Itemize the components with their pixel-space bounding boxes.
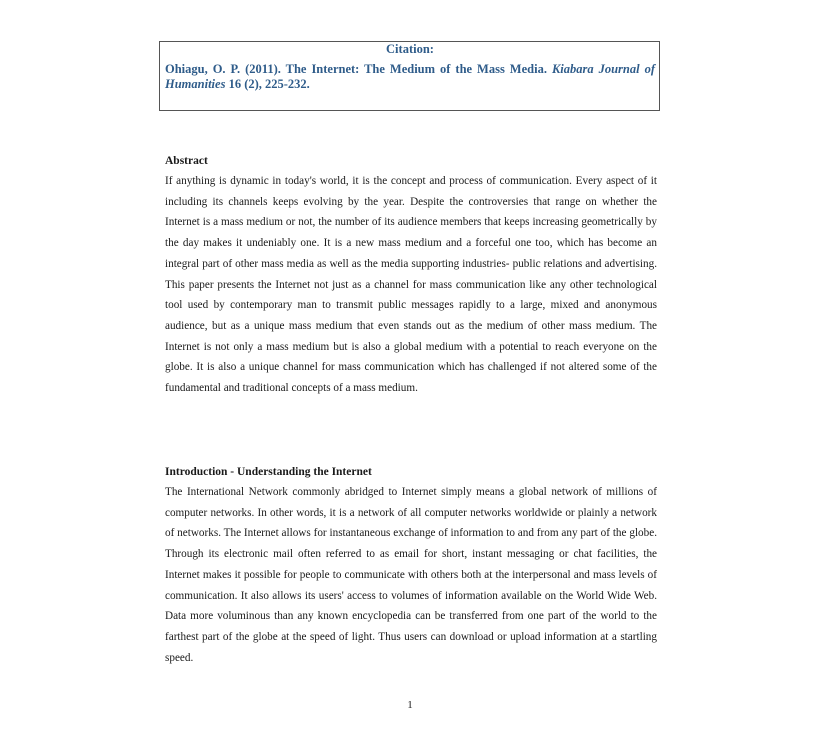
abstract-body [165,171,657,399]
citation-journal: Kiabara Journal of Humanities [165,62,655,91]
abstract-paragraph: If anything is dynamic in today's world, it is the concept and process of communication. Every aspect of it including its channels keeps evolving by the year. Despite the controversies that range on whether the Internet is a mass medium or not, the number of its audience members that keeps increasing geometrically by the day makes it undeniably one. It is a new mass medium and a forceful one too, which has become an integral part of other mass media as well as the media supporting industries- public relations and advertising. This paper presents the Internet not just as a channel for mass communication like any other technological tool used by contemporary man to transmit public messages rapidly to a large, mixed and anonymous audience, but as a unique mass medium that even stands out as the medium of other mass medium. The Internet is not only a mass medium but is also a global medium with a potential to reach everyone on the globe. It is also a unique channel for mass communication which has challenged if not altered some of the fundamental and traditional concepts of a mass medium. [165,175,657,395]
introduction-heading: Introduction - Understanding the Internet [165,466,372,478]
introduction-section [165,465,657,668]
citation-box [159,41,660,111]
citation-volume-pages: 16 (2), 225-232. [228,76,310,91]
abstract-section [165,154,657,399]
introduction-body [165,482,657,668]
abstract-heading: Abstract [165,155,208,167]
citation-authors: Ohiagu, O. P. (2011). The Internet: The Medium of the Mass Media. [165,62,547,76]
introduction-paragraph: The International Network commonly abridged to Internet simply means a global network of millions of computer networks. In other words, it is a network of all computer networks worldwide or plainly a network of networks. The Internet allows for instantaneous exchange of information to and from any part of the globe. Through its electronic mail often referred to as email for short, instant messaging or chat facilities, the Internet makes it possible for people to communicate with others both at the interpersonal and mass levels of communication. It also allows its users' access to volumes of information available on the World Wide Web. Data more voluminous than any known encyclopedia can be transferred from one part of the world to the farthest part of the globe at the speed of light. Thus users can download or upload information at a startling speed. [165,486,657,664]
citation-text [165,62,655,91]
citation-heading: Citation: [386,42,434,56]
page-number: 1 [407,699,413,711]
